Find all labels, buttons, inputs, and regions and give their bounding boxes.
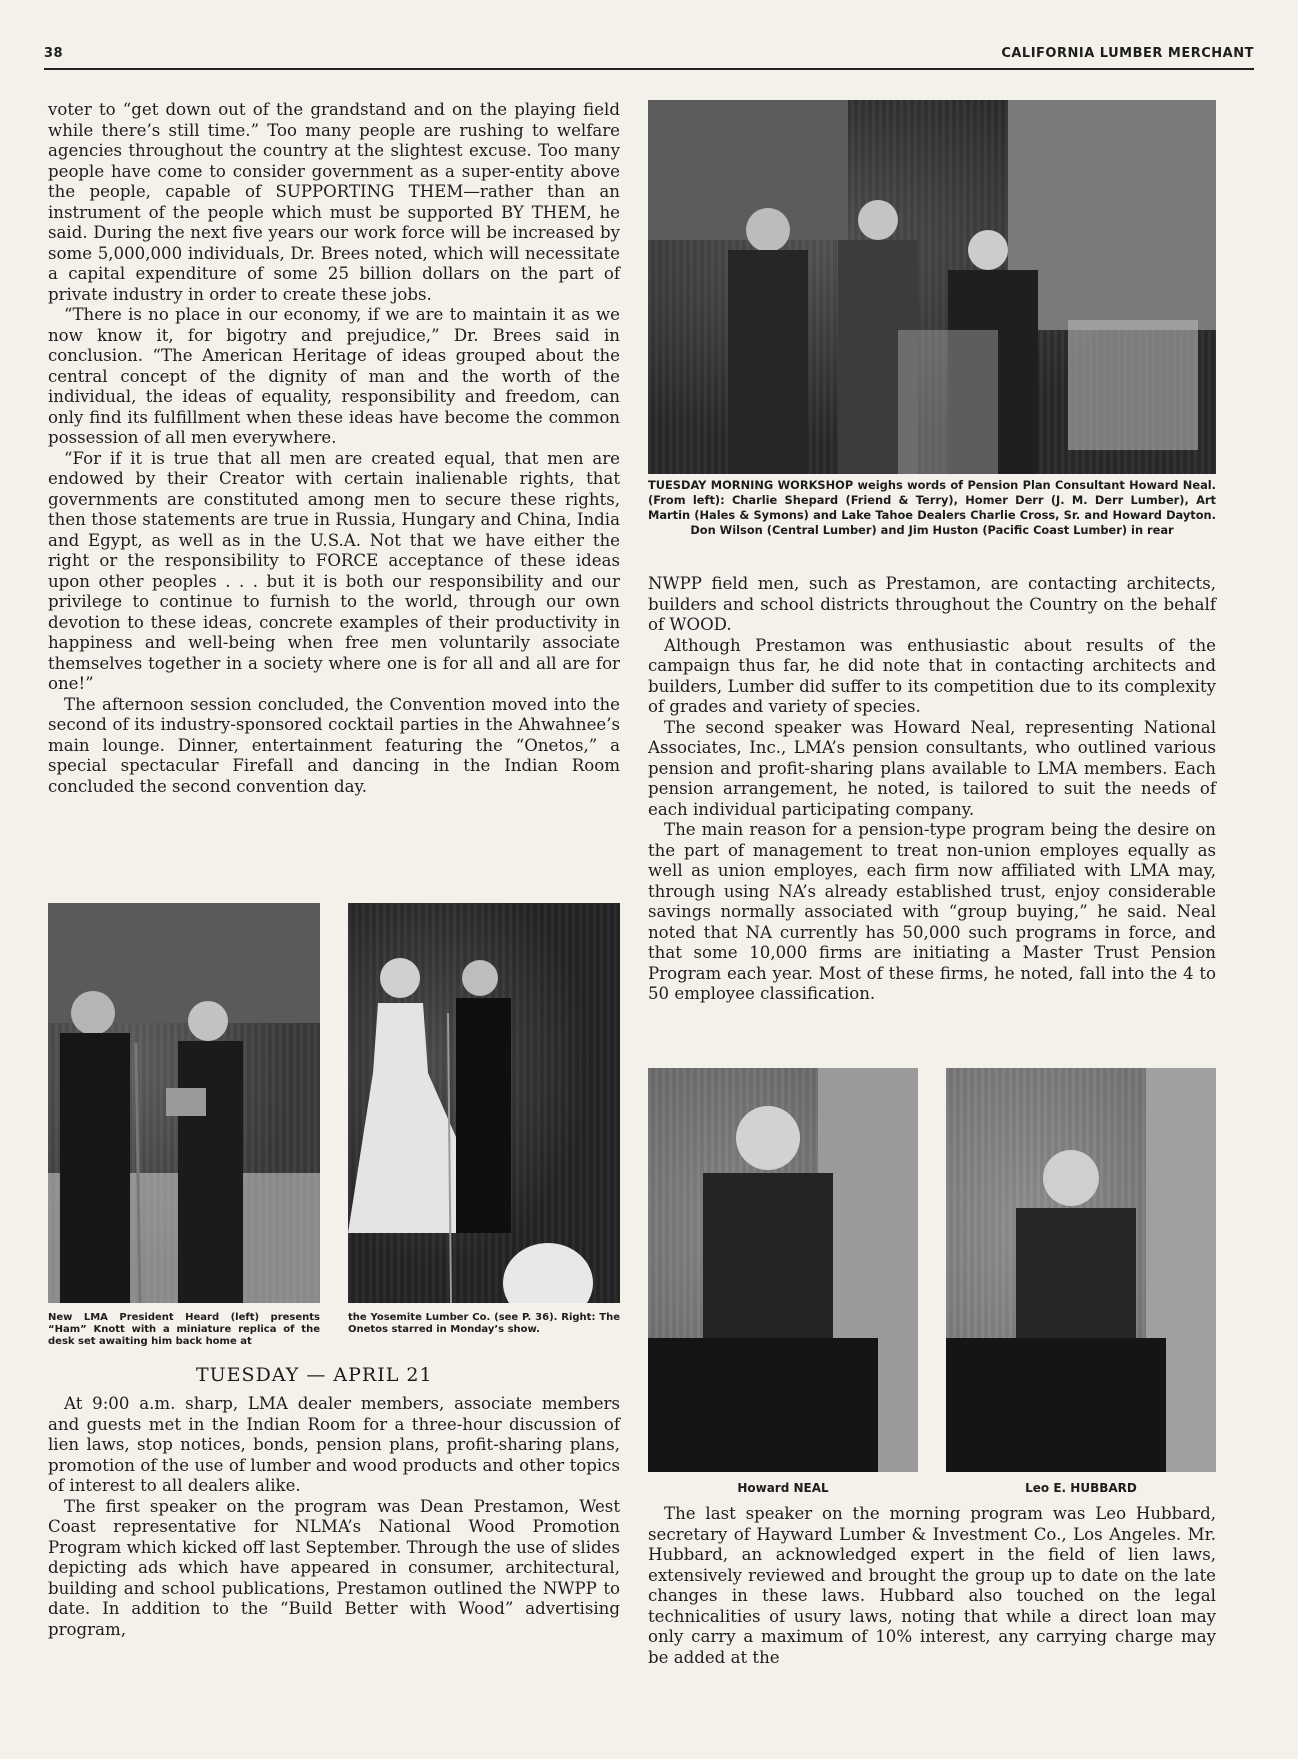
photo-caption-left: New LMA President Heard (left) presents “Ham” Knott with a miniature replica of the desk set awaiting him back home at: [48, 1312, 320, 1347]
page-number: 38: [44, 46, 64, 61]
right-column-text-bottom: [648, 1504, 1216, 1668]
paragraph: “There is no place in our economy, if we are to maintain it as we now know it, for bigotry and prejudice,” Dr. Brees said in conclusion. “The American Heritage of ideas grouped about the central concept of the dignity of man and the worth of the individual, the ideas of equality, responsibility and freedom, can only find its fulfillment when these ideas have become the common possession of all men everywhere.: [48, 305, 620, 447]
paragraph: voter to “get down out of the grandstand and on the playing field while there’s still time.” Too many people are rushing to welfare agencies throughout the country at the slightest excuse. Too many people have come to consider government as a super-entity above the people, capable of SUPPORTING THEM—rather than an instrument of the people which must be supported BY THEM, he said. During the next five years our work force will be increased by some 5,000,000 individuals, Dr. Brees noted, which will necessitate a capital expenditure of some 25 billion dollars on the part of private industry in order to create these jobs.: [48, 100, 620, 304]
paragraph: At 9:00 a.m. sharp, LMA dealer members, associate members and guests met in the Indian Room for a three-hour discussion of lien laws, stop notices, bonds, pension plans, profit-sharing plans, promotion of the use of lumber and wood products and other topics of interest to all dealers alike.: [48, 1394, 620, 1495]
hubbard-caption: Leo E. HUBBARD: [1025, 1481, 1137, 1495]
paragraph: NWPP field men, such as Prestamon, are contacting architects, builders and school districts throughout the Country on the behalf of WOOD.: [648, 574, 1216, 634]
paragraph: “For if it is true that all men are created equal, that men are endowed by their Creator with certain inalienable rights, that governments are constituted among men to secure these rights, then those statements are true in Russia, Hungary and China, India and Egypt, as well as in the U.S.A. Not that we have either the right or the responsibility to FORCE acceptance of these ideas upon other peoples . . . but it is both our responsibility and our privilege to continue to furnish to the world, through our own devotion to these ideas, concrete examples of their productivity in happiness and well-being when free men voluntarily associate themselves together in a society where one is for all and all are for one!”: [48, 448, 620, 693]
left-column-text: [48, 100, 620, 797]
paragraph: The last speaker on the morning program was Leo Hubbard, secretary of Hayward Lumber & Investment Co., Los Angeles. Mr. Hubbard, an acknowledged expert in the field of lien laws, extensively reviewed and brought the group up to date on the late changes in these laws. Hubbard also touched on the legal technicalities of usury laws, noting that while a direct loan may only carry a maximum of 10% interest, any carrying charge may be added at the: [648, 1504, 1216, 1667]
section-heading: TUESDAY — APRIL 21: [196, 1364, 433, 1386]
paragraph: The first speaker on the program was Dean Prestamon, West Coast representative for NLMA’s National Wood Promotion Program which kicked off last September. Through the use of slides depicting ads which have appeared in consumer, architectural, building and school publications, Prestamon outlined the NWPP to date. In addition to the “Build Better with Wood” advertising program,: [48, 1496, 620, 1639]
onetos-photo: [348, 903, 620, 1303]
section-text: [48, 1394, 620, 1640]
photo-caption-right: the Yosemite Lumber Co. (see P. 36). Right: The Onetos starred in Monday’s show.: [348, 1312, 620, 1335]
howard-neal-photo: [648, 1068, 918, 1472]
paragraph: The main reason for a pension-type program being the desire on the part of management to treat non-union employes equally as well as union employes, each firm now affiliated with LMA may, through using NA’s already established trust, enjoy considerable savings normally associated with “group buying,” he said. Neal noted that NA currently has 50,000 such programs in force, and that some 10,000 firms are initiating a Master Trust Pension Program each year. Most of these firms, he noted, fall into the 4 to 50 employee classification.: [648, 820, 1216, 1003]
page-header: [44, 38, 1254, 70]
paragraph: The afternoon session concluded, the Convention moved into the second of its industry-sponsored cocktail parties in the Ahwahnee’s main lounge. Dinner, entertainment featuring the “Onetos,” a special spectacular Firefall and dancing in the Indian Room concluded the second convention day.: [48, 694, 620, 796]
publication-title: CALIFORNIA LUMBER MERCHANT: [1001, 46, 1254, 61]
neal-caption: Howard NEAL: [737, 1481, 829, 1495]
right-column-text-top: [648, 574, 1216, 1005]
paragraph: The second speaker was Howard Neal, representing National Associates, Inc., LMA’s pension consultants, who outlined various pension and profit-sharing plans available to LMA members. Each pension arrangement, he noted, is tailored to suit the needs of each individual participating company.: [648, 717, 1216, 819]
leo-hubbard-photo: [946, 1068, 1216, 1472]
paragraph: Although Prestamon was enthusiastic about results of the campaign thus far, he did note that in contacting architects and builders, Lumber did suffer to its competition due to its complexity of grades and variety of species.: [648, 635, 1216, 716]
workshop-caption: TUESDAY MORNING WORKSHOP weighs words of Pension Plan Consultant Howard Neal. (From left): Charlie Shepard (Friend & Terry), Homer Derr (J. M. Derr Lumber), Art Martin (Hales & Symons) and Lake Tahoe Dealers Charlie Cross, Sr. and Howard Dayton. Don Wilson (Central Lumber) and Jim Huston (Pacific Coast Lumber) in rear: [648, 478, 1216, 537]
workshop-photo: [648, 100, 1216, 474]
presentation-photo: [48, 903, 320, 1303]
